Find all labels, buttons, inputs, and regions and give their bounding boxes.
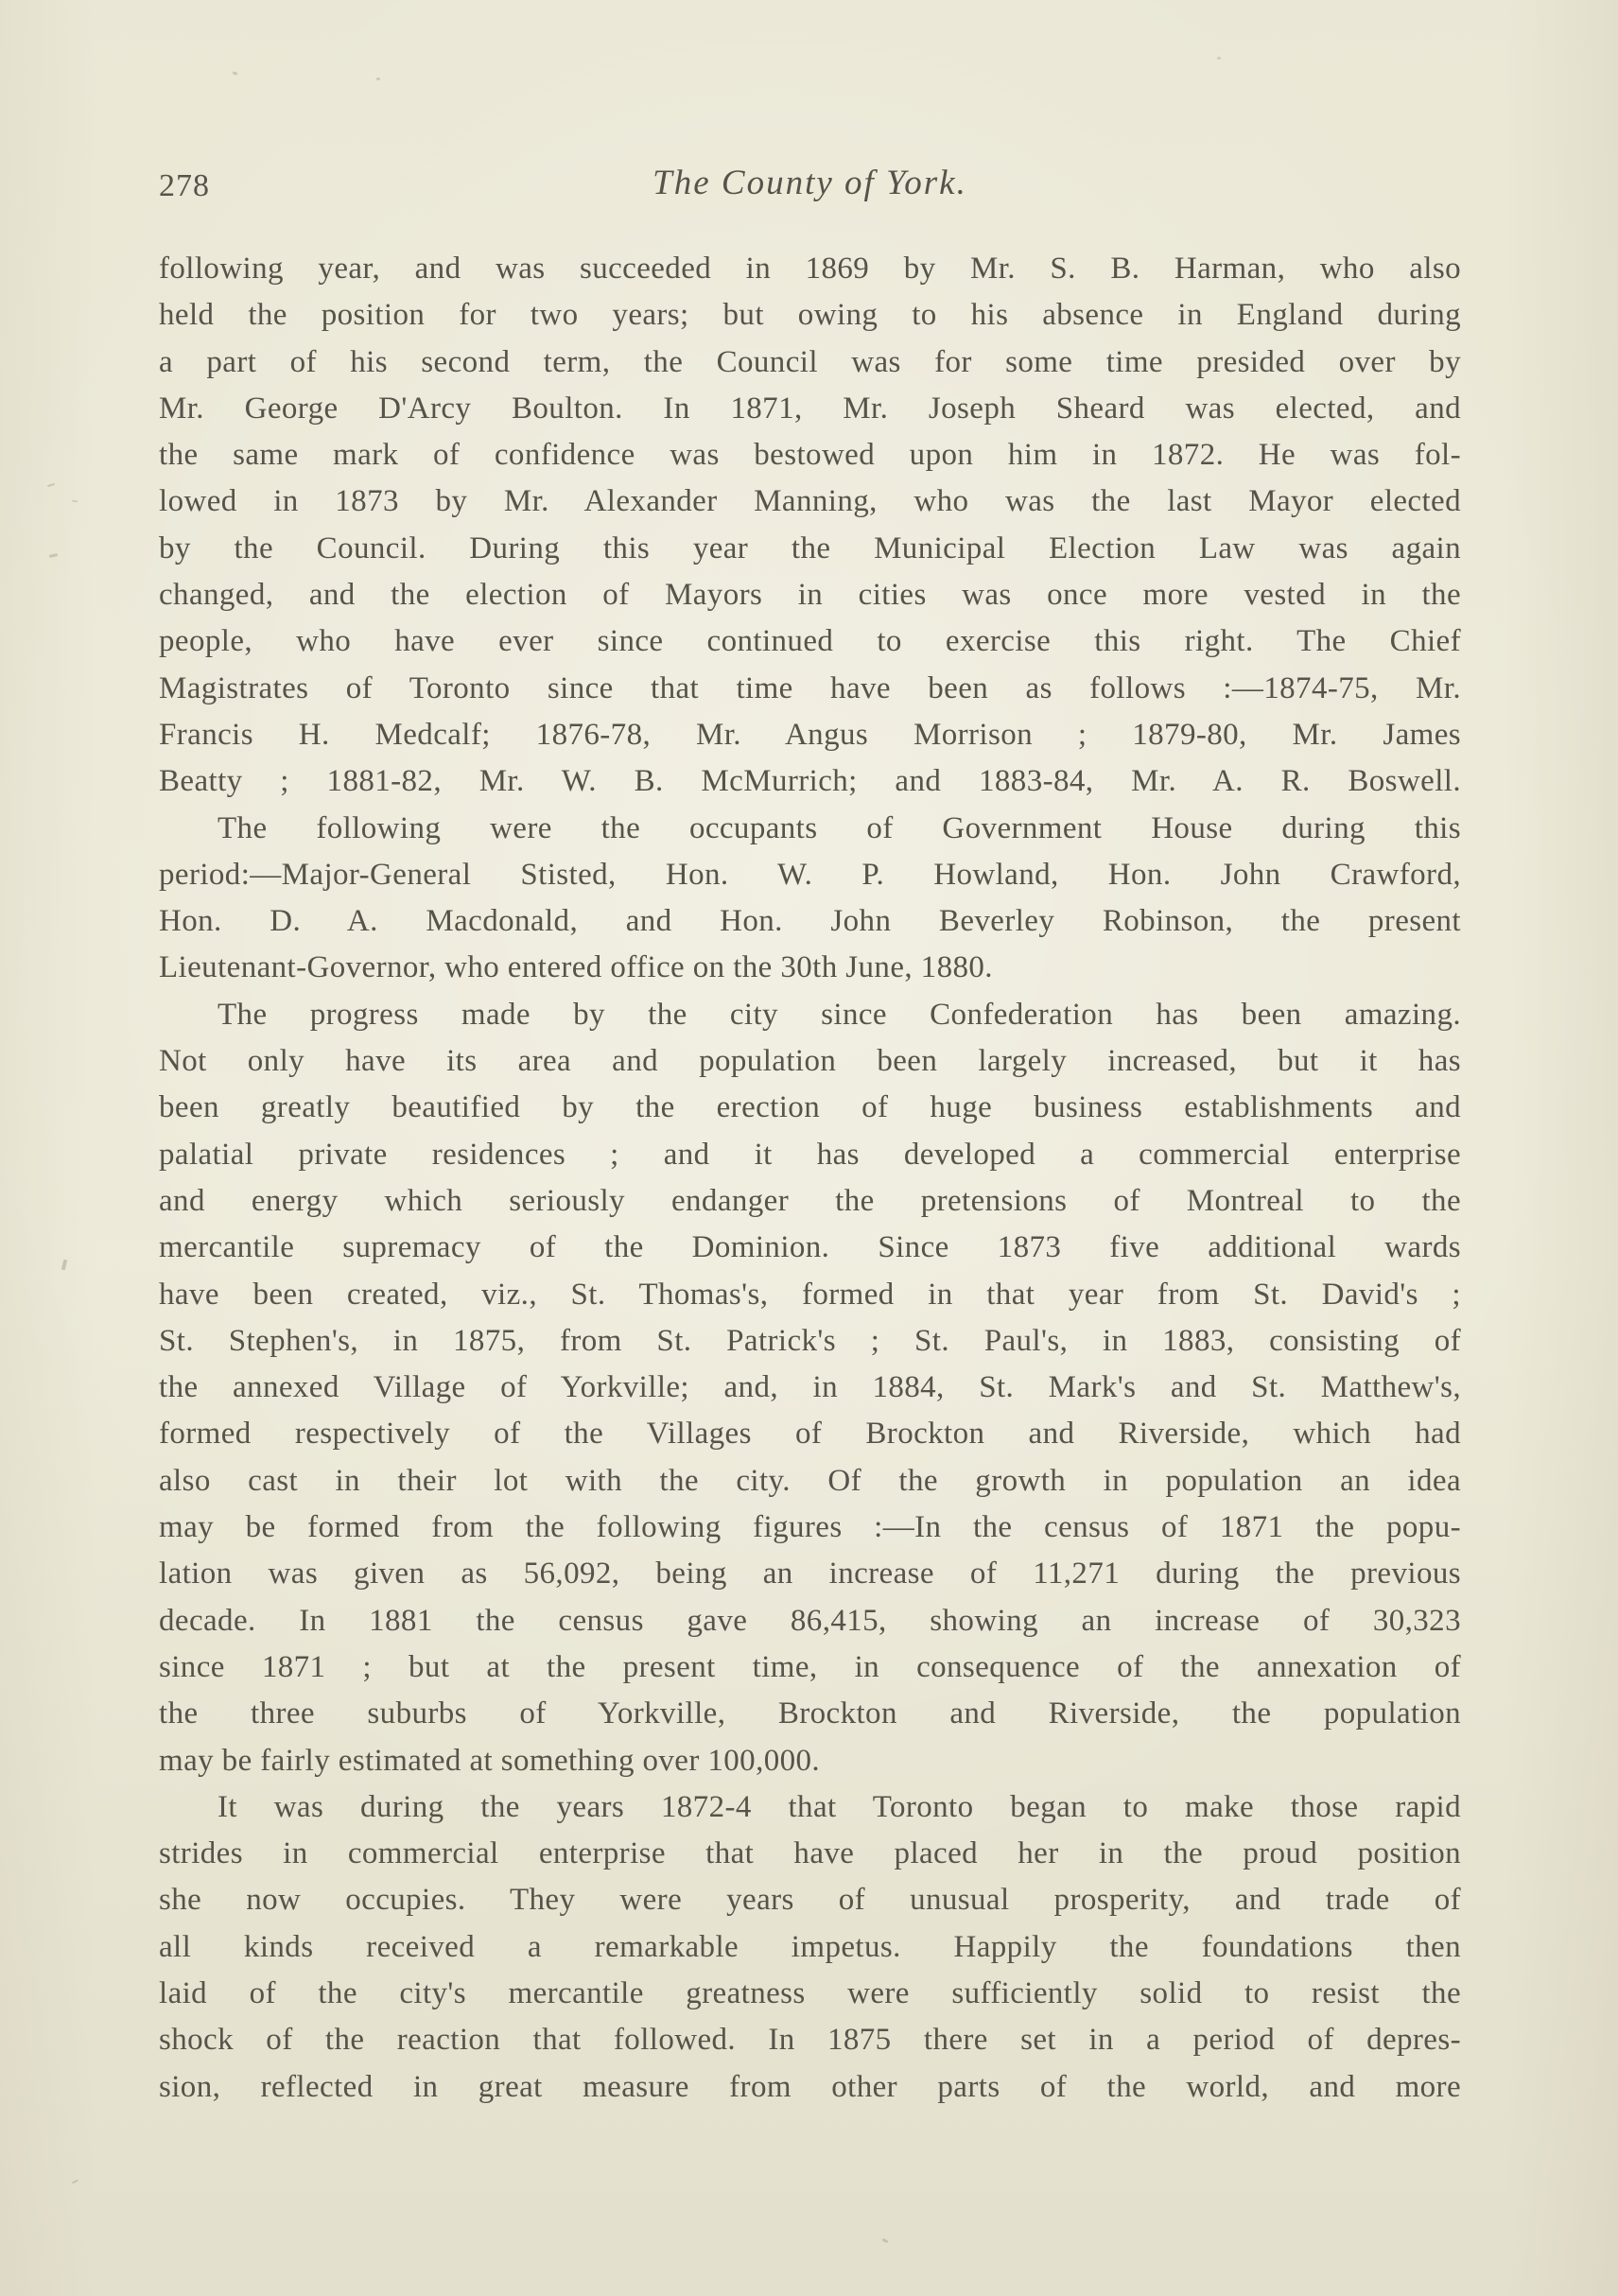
text-line: St. Stephen's, in 1875, from St. Patrick's ; St. Paul's, in 1883, consisting of	[159, 1323, 1461, 1358]
text-line: period:—Major-General Stisted, Hon. W. P. Howland, Hon. John Crawford,	[159, 857, 1461, 892]
text-line: changed, and the election of Mayors in cities was once more vested in the	[159, 578, 1461, 613]
text-line: all kinds received a remarkable impetus. Happily the foundations then	[159, 1929, 1461, 1964]
text-line: lowed in 1873 by Mr. Alexander Manning, who was the last Mayor elected	[159, 484, 1461, 519]
text-line: held the position for two years; but owing to his absence in England during	[159, 298, 1461, 333]
text-line: shock of the reaction that followed. In 1875 there set in a period of depres-	[159, 2023, 1461, 2058]
text-line: the annexed Village of Yorkville; and, in 1884, St. Mark's and St. Matthew's,	[159, 1370, 1461, 1405]
paper-speck	[882, 2238, 889, 2244]
text-line: Francis H. Medcalf; 1876-78, Mr. Angus Morrison ; 1879-80, Mr. James	[159, 717, 1461, 752]
paper-speck	[49, 553, 58, 558]
paper-speck	[47, 483, 55, 487]
text-line: also cast in their lot with the city. Of the growth in population an idea	[159, 1463, 1461, 1498]
text-line: decade. In 1881 the census gave 86,415, showing an increase of 30,323	[159, 1603, 1461, 1638]
text-line: have been created, viz., St. Thomas's, formed in that year from St. David's ;	[159, 1277, 1461, 1312]
paper-speck	[61, 1260, 68, 1271]
text-line: by the Council. During this year the Municipal Election Law was again	[159, 531, 1461, 565]
text-line: The progress made by the city since Confederation has been amazing.	[217, 997, 1461, 1032]
paper-speck	[1217, 57, 1221, 60]
text-line: may be formed from the following figures :—In the census of 1871 the popu-	[159, 1510, 1461, 1545]
text-line: mercantile supremacy of the Dominion. Since 1873 five additional wards	[159, 1230, 1461, 1265]
paragraph	[159, 998, 1461, 1790]
text-line: Hon. D. A. Macdonald, and Hon. John Beverley Robinson, the present	[159, 904, 1461, 939]
text-line: a part of his second term, the Council was for some time presided over by	[159, 344, 1461, 379]
text-line: strides in commercial enterprise that have placed her in the proud position	[159, 1836, 1461, 1871]
text-line: following year, and was succeeded in 1869 by Mr. S. B. Harman, who also	[159, 252, 1461, 286]
running-title: The County of York.	[652, 164, 967, 202]
paragraph	[159, 252, 1461, 811]
text-line: been greatly beautified by the erection of huge business establishments and	[159, 1090, 1461, 1125]
text-line: the three suburbs of Yorkville, Brockton and Riverside, the population	[159, 1696, 1461, 1731]
paragraph	[159, 811, 1461, 998]
text-line: The following were the occupants of Government House during this	[217, 810, 1461, 845]
text-line: people, who have ever since continued to exercise this right. The Chief	[159, 624, 1461, 659]
page-header	[159, 163, 1461, 210]
paper-speck	[376, 78, 380, 80]
paragraph	[159, 1790, 1461, 2116]
text-line: palatial private residences ; and it has developed a commercial enterprise	[159, 1137, 1461, 1172]
text-line: laid of the city's mercantile greatness were sufficiently solid to resist the	[159, 1975, 1461, 2010]
text-line: Not only have its area and population been largely increased, but it has	[159, 1044, 1461, 1079]
text-line: Mr. George D'Arcy Boulton. In 1871, Mr. Joseph Sheard was elected, and	[159, 391, 1461, 426]
paper-speck	[72, 2180, 78, 2184]
text-line: Magistrates of Toronto since that time have been as follows :—1874-75, Mr.	[159, 670, 1461, 705]
paper-speck	[233, 71, 238, 76]
text-line: may be fairly estimated at something over 100,000.	[159, 1743, 821, 1778]
text-block	[159, 252, 1461, 2116]
text-line: and energy which seriously endanger the pretensions of Montreal to the	[159, 1183, 1461, 1218]
paper-speck	[72, 500, 78, 503]
page-number: 278	[159, 168, 210, 203]
text-line: sion, reflected in great measure from other parts of the world, and more	[159, 2069, 1461, 2104]
text-line: lation was given as 56,092, being an increase of 11,271 during the previous	[159, 1557, 1461, 1592]
text-line: It was during the years 1872-4 that Toronto began to make those rapid	[217, 1789, 1461, 1824]
text-line: Beatty ; 1881-82, Mr. W. B. McMurrich; and 1883-84, Mr. A. R. Boswell.	[159, 764, 1461, 799]
text-line: Lieutenant-Governor, who entered office on the 30th June, 1880.	[159, 950, 993, 985]
text-line: she now occupies. They were years of unusual prosperity, and trade of	[159, 1883, 1461, 1918]
text-line: formed respectively of the Villages of Brockton and Riverside, which had	[159, 1417, 1461, 1452]
text-line: since 1871 ; but at the present time, in consequence of the annexation of	[159, 1649, 1461, 1684]
text-line: the same mark of confidence was bestowed upon him in 1872. He was fol-	[159, 438, 1461, 473]
